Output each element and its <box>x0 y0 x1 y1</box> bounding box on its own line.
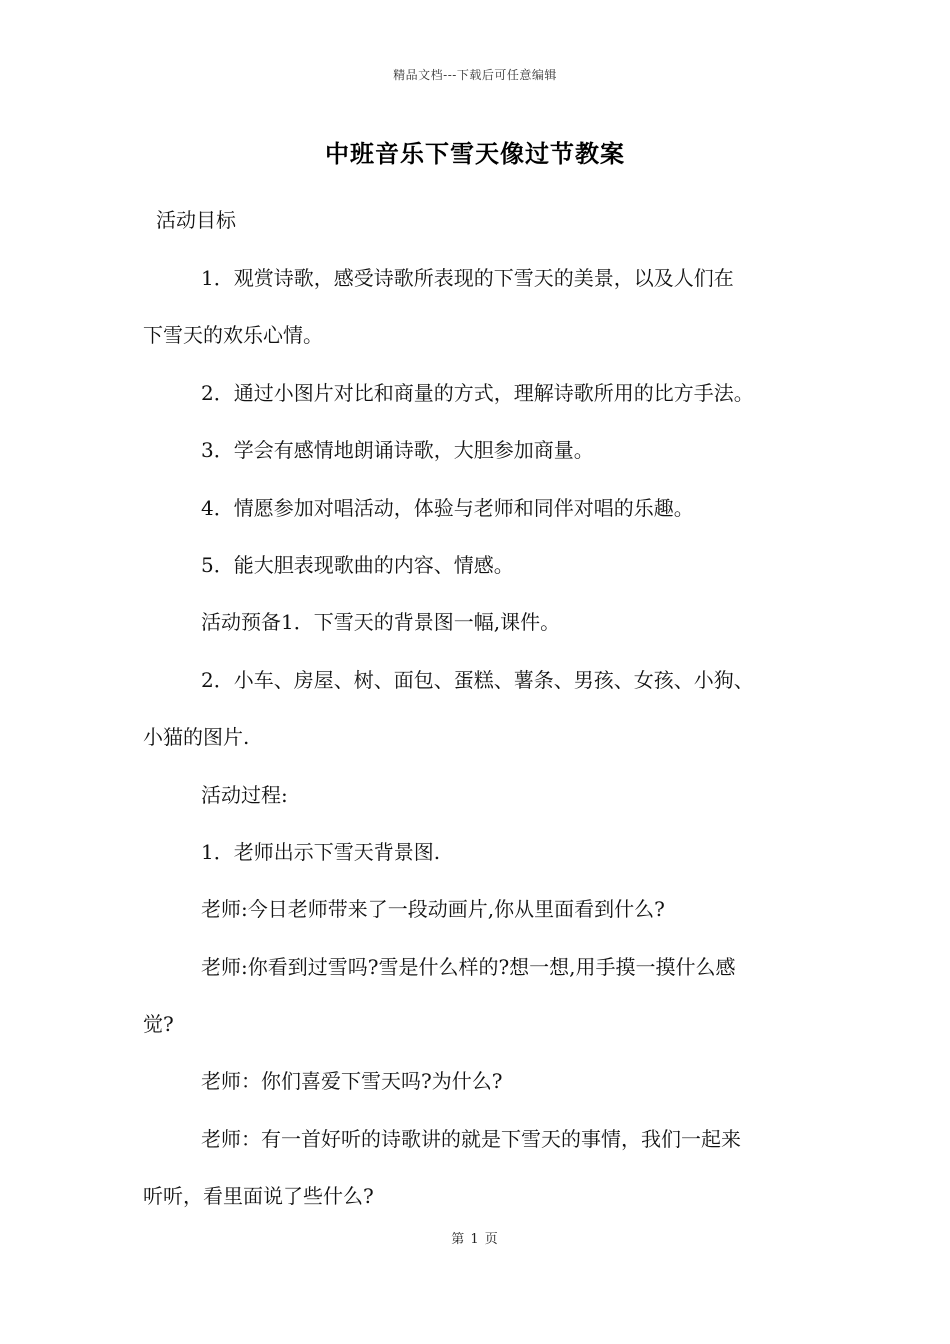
paragraph-line: 听听，看里面说了些什么? <box>143 1184 374 1208</box>
paragraph-line: 老师:今日老师带来了一段动画片,你从里面看到什么? <box>201 897 665 921</box>
page-number: 第 1 页 <box>451 1232 499 1247</box>
paragraph-line: 1．观赏诗歌，感受诗歌所表现的下雪天的美景，以及人们在 <box>201 266 734 290</box>
paragraph-line: 4．情愿参加对唱活动，体验与老师和同伴对唱的乐趣。 <box>201 496 694 520</box>
paragraph-line: 3．学会有感情地朗诵诗歌，大胆参加商量。 <box>201 438 594 462</box>
paragraph-line: 5．能大胆表现歌曲的内容、情感。 <box>201 553 514 577</box>
section-heading-process: 活动过程: <box>201 783 288 807</box>
paragraph-line: 1．老师出示下雪天背景图. <box>201 840 441 864</box>
paragraph-line: 下雪天的欢乐心情。 <box>143 323 323 347</box>
paragraph-line: 觉? <box>143 1012 174 1036</box>
paragraph-line: 老师：你们喜爱下雪天吗?为什么? <box>201 1069 503 1093</box>
paragraph-line: 2．通过小图片对比和商量的方式，理解诗歌所用的比方手法。 <box>201 381 754 405</box>
paragraph-line: 活动预备1．下雪天的背景图一幅,课件。 <box>201 610 561 634</box>
paragraph-line: 小猫的图片. <box>143 725 250 749</box>
section-heading-objectives: 活动目标 <box>156 208 236 232</box>
page-header: 精品文档---下载后可任意编辑 <box>393 68 557 82</box>
paragraph-line: 老师:你看到过雪吗?雪是什么样的?想一想,用手摸一摸什么感 <box>201 955 736 979</box>
paragraph-line: 老师：有一首好听的诗歌讲的就是下雪天的事情，我们一起来 <box>201 1127 741 1151</box>
document-title: 中班音乐下雪天像过节教案 <box>325 139 625 168</box>
paragraph-line: 2．小车、房屋、树、面包、蛋糕、薯条、男孩、女孩、小狗、 <box>201 668 754 692</box>
